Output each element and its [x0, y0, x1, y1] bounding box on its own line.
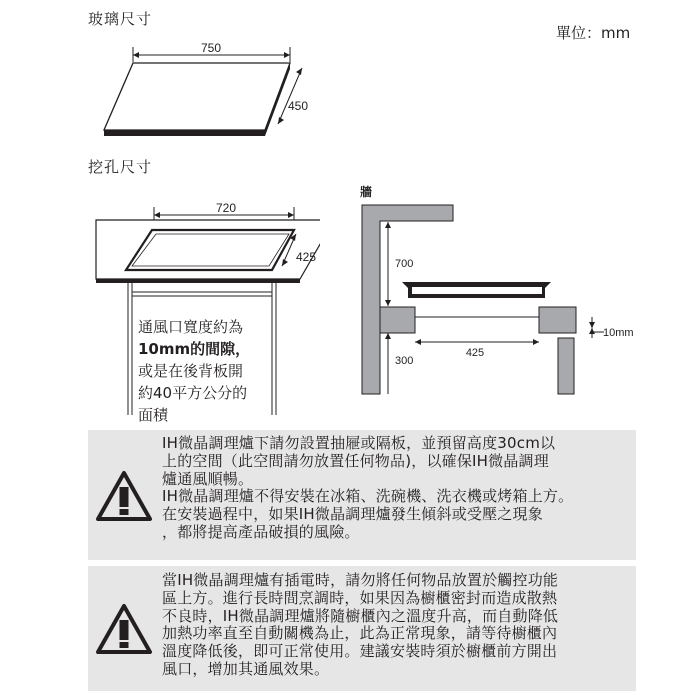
warning-triangle-icon: [95, 603, 153, 655]
dim-425-label: 425: [296, 250, 317, 264]
warning-box: [88, 566, 636, 691]
wall-label: 牆: [360, 185, 373, 199]
warning-text: IH微晶調理爐下請勿設置抽屜或隔板，並預留高度30cm以 上的空間（此空間請勿放置任何物品)，以確保IH微晶調理 爐通風順暢。 IH微晶調理爐不得安裝在冰箱、洗碗機、洗衣機或烤箱上方。 在安裝過程中，如果IH微晶調理爐發生傾斜或受壓之現象 ，都將提高產品破損的風險。: [162, 434, 574, 541]
dim-425-side-label: 425: [465, 347, 485, 359]
cabinet-front-post: [558, 338, 574, 394]
warning-box: [88, 430, 636, 560]
glass-size-heading: 玻璃尺寸: [88, 10, 153, 28]
countertop-front-edge: [96, 279, 300, 283]
note-line: 10mm的間隙，: [138, 340, 251, 358]
ventilation-note: [138, 316, 270, 426]
note-line: 面積: [138, 406, 169, 424]
counter-right: [539, 307, 576, 333]
warning-triangle-icon: [95, 470, 153, 522]
dim-10mm-label: 10mm: [603, 327, 634, 339]
glass-size-diagram: [0, 0, 700, 160]
side-view-diagram: [340, 170, 660, 410]
glass-plate-top: [104, 63, 290, 130]
dim-700-label: 700: [395, 258, 414, 270]
counter-left: [380, 307, 415, 333]
glass-plate-edge: [104, 130, 265, 136]
note-line: 通風口寬度約為: [138, 318, 244, 336]
note-line: 或是在後背板開: [138, 362, 244, 380]
unit-label: 單位：mm: [556, 24, 631, 42]
dim-450-label: 450: [288, 99, 309, 113]
dim-720-label: 720: [215, 201, 237, 215]
dim-300-arrow: [385, 333, 391, 339]
note-line: 約40平方公分的: [138, 384, 248, 402]
cutout-hole: [126, 230, 294, 270]
warning-text: 當IH微晶調理爐有插電時，請勿將任何物品放置於觸控功能 區上方。進行長時間烹調時，如果因為櫥櫃密封而造成散熱 不良時，IH微晶調理爐將隨櫥櫃內之溫度升高，而自動降低 加熱功率直至自動關機為止，此為正常現象，請等待櫥櫃內 溫度降低後，即可正常使用。建議安裝時須於櫥櫃前方開出 風口，增加其通風效果。: [162, 571, 559, 678]
dim-750-label: 750: [200, 41, 222, 55]
hob-inner: [412, 287, 542, 294]
cutout-size-heading: 挖孔尺寸: [88, 158, 153, 176]
dim-300-label: 300: [395, 355, 414, 367]
